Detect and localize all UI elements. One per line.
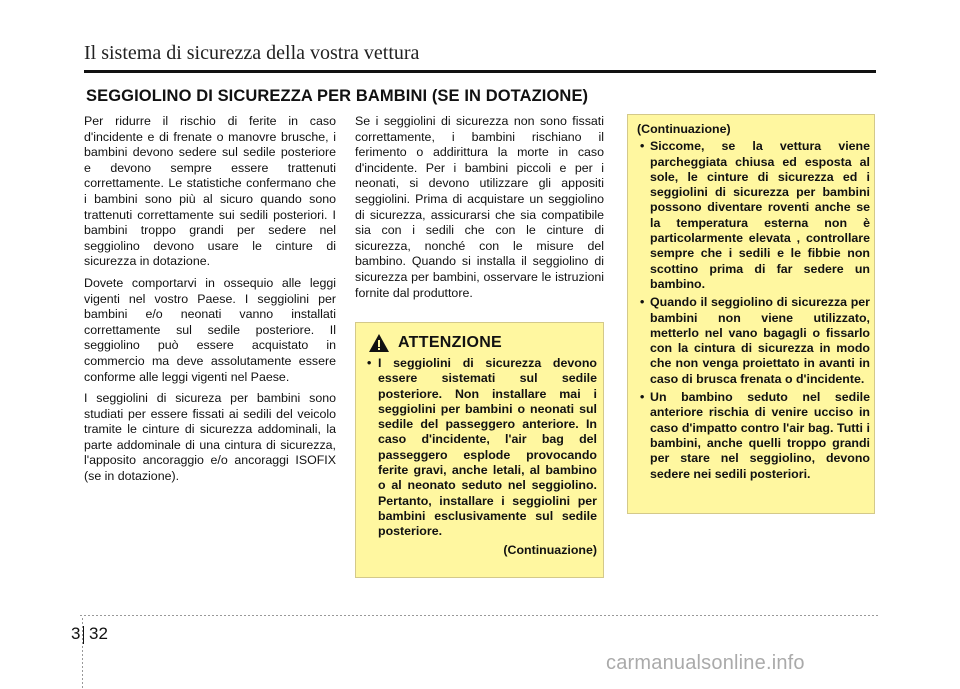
chapter-number: 3 [71,624,81,643]
warning-triangle-icon [368,333,390,353]
continued-label: (Continuazione) [503,542,597,557]
continued-label: (Continuazione) [637,122,731,136]
paragraph: I seggiolini di sicureza per bambini sono studiati per essere fissati ai sedili del veicolo tramite le cinture di sicurezza addominali, la parte addominale di una cintura di sicurezza, l'apposito ancoraggio e/o ancoraggi ISOFIX (se in dotazione). [84,391,336,484]
watermark: carmanualsonline.info [606,652,805,674]
warning-item: • Quando il seggiolino di sicurezza per bambini non viene utilizzato, metterlo nel vano bagagli o fissarlo con la cintura di sicurezza in modo che non venga proiettato in avanti in caso di brusca frenata o d'incidente. [637,295,870,387]
body-column-1 [84,114,336,491]
body-column-2 [355,114,604,307]
warning-list [364,356,597,540]
section-title: SEGGIOLINO DI SICUREZZA PER BAMBINI (SE IN DOTAZIONE) [86,87,589,105]
side-warning-body [637,122,870,485]
header-rule [84,70,876,73]
warning-item: • Siccome, se la vettura viene parcheggiata chiusa ed esposta al sole, le cinture di sicurezza ed i seggiolini di sicurezza per bambini possono diventare roventi anche se la temperatura esterna non è particolarmente elevata , controllare sempre che i sedili e le fibbie non scottino prima di far sedere un bambino. [637,139,870,292]
warning-item: • Un bambino seduto nel sedile anteriore rischia di venire ucciso in caso d'impatto contro l'air bag. Tutti i bambini, anche quelli troppo grandi per stare nel seggiolino, devono sedere nei sedili posteriori. [637,390,870,482]
paragraph: Dovete comportarvi in ossequio alle leggi vigenti nel vostro Paese. I seggiolini per bambini e/o neonati vanno installati correttamente sul sedile posteriore. Il seggiolino può essere acquistato in commercio ma deve assolutamente essere conforme alle leggi vigenti nel Paese. [84,275,336,384]
page-number-separator [83,626,84,644]
paragraph: Per ridurre il rischio di ferite in caso d'incidente e di frenate o manovre brusche, i bambini devono sedere sul sedile posteriore e devono sempre essere trattenuti correttamente. Le statistiche confermano che i bambini sono più al sicuro quando sono trattenuti correttamente sui sedili posteriori. I bambini troppo grandi per sedere nel seggiolino devono usare le cinture di sicurezza in dotazione. [84,114,336,269]
warning-header [368,333,502,353]
running-header: Il sistema di sicurezza della vostra vettura [84,42,420,64]
side-warning-list [637,139,870,482]
page-number: 32 [89,624,108,643]
warning-title: ATTENZIONE [398,334,503,351]
warning-item: • I seggiolini di sicurezza devono essere sistemati sul sedile posteriore. Non installare mai i seggiolini per bambini o neonati sul sedile del passeggero anteriore. In caso d'incidente, l'air bag del passeggero esplode provocando ferite gravi, anche letali, al bambino o al neonato seduto nel seggiolino. Pertanto, installare i seggiolini per bambini esclusivamente sul sedile posteriore. [364,356,597,540]
paragraph: Se i seggiolini di sicurezza non sono fissati correttamente, i bambini rischiano il ferimento o addirittura la morte in caso d'incidente. Per i bambini piccoli e per i neonati, si devono utilizzare gli appositi seggiolini. Prima di acquistare un seggiolino di sicurezza, assicurarsi che sia compatibile sia con i sedili che con le cinture di sicurezza, nonché con le misure del bambino. Quando si installa il seggiolino di sicurezza per bambini, osservare le istruzioni fornite dal produttore. [355,114,604,300]
side-warning-box [627,114,875,514]
warning-body [364,356,597,558]
footer-rule [80,615,880,616]
warning-box [355,322,604,578]
